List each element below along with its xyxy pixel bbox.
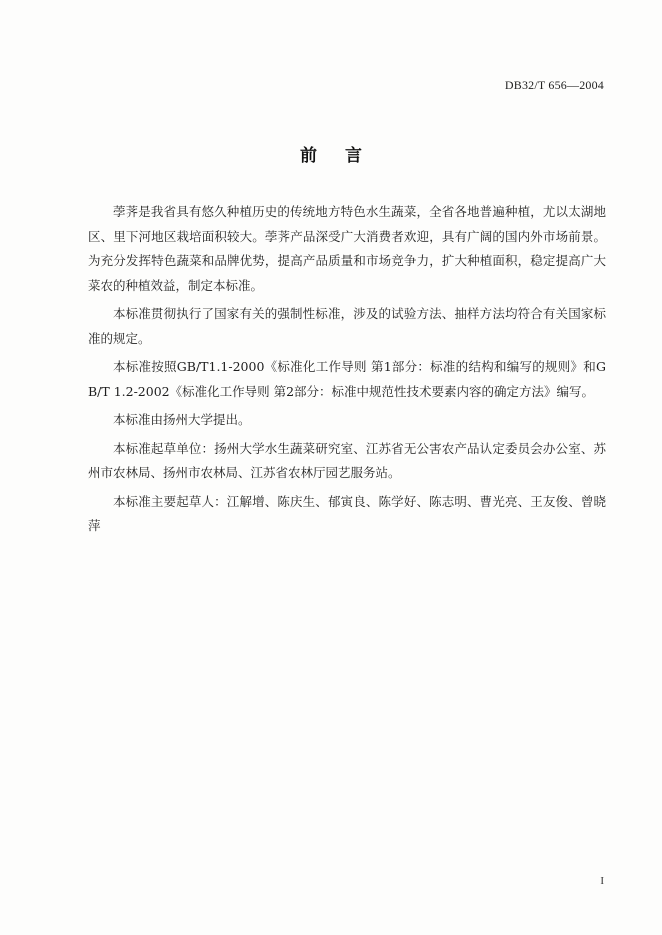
standard-code: DB32/T 656—2004 (504, 78, 604, 92)
paragraph-drafting-rules: 本标准按照GB/T1.1-2000《标准化工作导则 第1部分：标准的结构和编写的规则》和GB/T 1.2-2002《标准化工作导则 第2部分：标准中规范性技术要素内容的确定方法》编写。 (88, 359, 606, 399)
page-number: I (600, 875, 604, 887)
paragraph-background: 荸荠是我省具有悠久种植历史的传统地方特色水生蔬菜，全省各地普遍种植，尤以太湖地区、里下河地区栽培面积较大。荸荠产品深受广大消费者欢迎，具有广阔的国内外市场前景。为充分发挥特色蔬菜和品牌优势，提高产品质量和市场竞争力，扩大种植面积，稳定提高广大菜农的种植效益，制定本标准。 (88, 204, 606, 293)
paragraph-drafting-units: 本标准起草单位：扬州大学水生蔬菜研究室、江苏省无公害农产品认定委员会办公室、苏州市农林局、扬州市农林局、江苏省农林厅园艺服务站。 (88, 440, 606, 480)
page-title: 前言 (300, 146, 390, 166)
paragraph-proposer: 本标准由扬州大学提出。 (113, 412, 251, 427)
paragraph-drafters: 本标准主要起草人：江解增、陈庆生、郁寅良、陈学好、陈志明、曹光亮、王友俊、曾晓萍 (88, 493, 606, 533)
foreword-body (88, 200, 606, 543)
paragraph-compliance: 本标准贯彻执行了国家有关的强制性标准，涉及的试验方法、抽样方法均符合有关国家标准的规定。 (88, 306, 606, 346)
